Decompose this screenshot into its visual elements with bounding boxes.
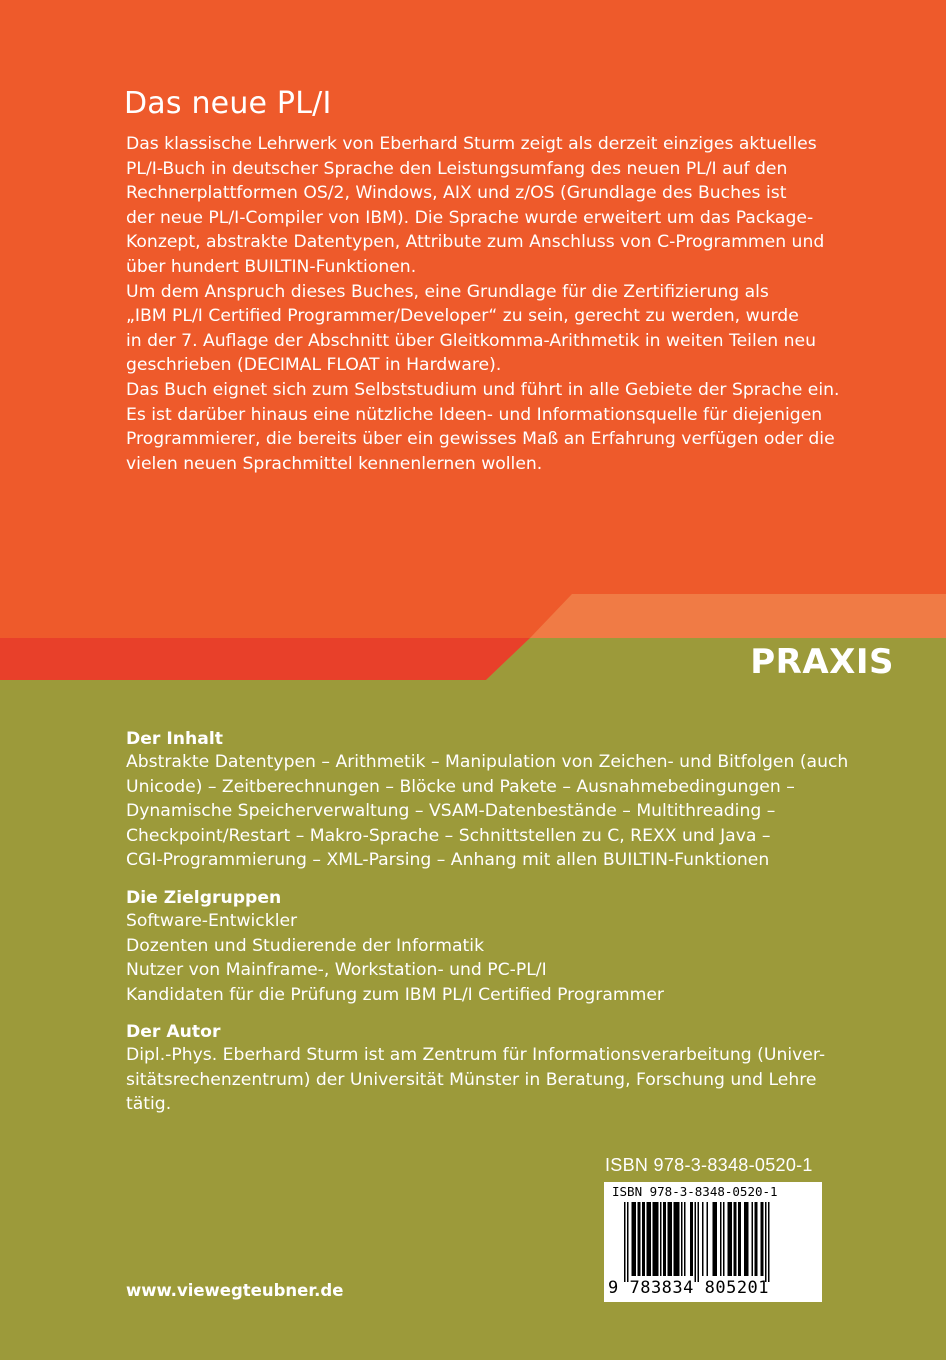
section-body-inhalt — [126, 750, 849, 873]
barcode-bar — [647, 1202, 652, 1276]
section-line: Unicode) – Zeitberechnungen – Blöcke und Pakete – Ausnahmebedingungen – — [126, 776, 795, 797]
band-light-stripe — [530, 594, 946, 638]
barcode-bar — [663, 1202, 666, 1276]
barcode-bar — [642, 1202, 645, 1276]
description-line: Um dem Anspruch dieses Buches, eine Grundlage für die Zertifizierung als — [126, 281, 769, 302]
barcode-bar — [768, 1202, 770, 1282]
description-line: Es ist darüber hinaus eine nützliche Ideen- und Informationsquelle für diejenigen — [126, 404, 823, 425]
barcode-bar — [755, 1202, 758, 1276]
description-line: „IBM PL/I Certified Programmer/Developer“ zu sein, gerecht zu werden, wurde — [126, 306, 799, 327]
section-line: Abstrakte Datentypen – Arithmetik – Manipulation von Zeichen- und Bitfolgen (auch — [126, 752, 849, 772]
section-line: Kandidaten für die Prüfung zum IBM PL/I Certified Programmer — [126, 984, 664, 1005]
barcode-bar — [653, 1202, 659, 1276]
description-line: in der 7. Auflage der Abschnitt über Gleitkomma-Arithmetik in weiten Teilen neu — [126, 330, 817, 351]
section-line: Dynamische Speicherverwaltung – VSAM-Datenbestände – Multithreading – — [126, 801, 776, 822]
isbn-label: ISBN 978-3-8348-0520-1 — [605, 1155, 813, 1175]
section-line: Nutzer von Mainframe-, Workstation- und PC-PL/I — [126, 960, 547, 981]
section-line: sitätsrechenzentrum) der Universität Münster in Beratung, Forschung und Lehre — [126, 1069, 817, 1090]
band-red-stripe — [0, 638, 530, 680]
barcode-bar — [765, 1202, 767, 1282]
barcode-bar — [624, 1202, 626, 1282]
description-line: Das klassische Lehrwerk von Eberhard Sturm zeigt als derzeit einziges aktuelles — [126, 134, 817, 154]
barcode-bar — [752, 1202, 754, 1276]
description-line: der neue PL/I-Compiler von IBM). Die Sprache wurde erweitert um das Package- — [126, 207, 814, 228]
section-line: Software-Entwickler — [126, 911, 298, 931]
section-body-autor — [126, 1043, 846, 1117]
description-line: geschrieben (DECIMAL FLOAT in Hardware). — [126, 355, 502, 376]
barcode-bar — [761, 1202, 764, 1276]
barcode-bar — [723, 1202, 725, 1276]
barcode-bar — [707, 1202, 709, 1276]
barcode-bar — [627, 1202, 629, 1282]
barcode-bar — [695, 1202, 697, 1282]
barcode-bar — [690, 1202, 693, 1276]
description-line: Das Buch eignet sich zum Selbststudium und führt in alle Gebiete der Sprache ein. — [126, 379, 840, 400]
book-title: Das neue PL/I — [124, 86, 332, 121]
description-line: vielen neuen Sprachmittel kennenlernen wollen. — [126, 453, 543, 474]
section-heading-inhalt: Der Inhalt — [126, 729, 223, 749]
description-line: Programmierer, die bereits über ein gewisses Maß an Erfahrung verfügen oder die — [126, 429, 835, 450]
series-label: PRAXIS — [750, 642, 894, 682]
isbn-barcode — [604, 1182, 822, 1302]
barcode-top-text: ISBN 978-3-8348-0520-1 — [612, 1184, 778, 1199]
barcode-bar — [660, 1202, 662, 1276]
description-line: Konzept, abstrakte Datentypen, Attribute zum Anschluss von C-Programmen und — [126, 232, 825, 253]
section-heading-zielgruppen: Die Zielgruppen — [126, 888, 282, 908]
description-line: PL/I-Buch in deutscher Sprache den Leistungsumfang des neuen PL/I auf den — [126, 158, 788, 179]
barcode-bar — [728, 1202, 733, 1276]
section-body-zielgruppen — [126, 909, 846, 1007]
barcode-bar — [681, 1202, 683, 1276]
section-line: CGI-Programmierung – XML-Parsing – Anhang mit allen BUILTIN-Funktionen — [126, 850, 770, 871]
barcode-bar — [738, 1202, 741, 1276]
barcode-bar — [734, 1202, 737, 1276]
barcode-bar — [638, 1202, 641, 1276]
barcode-bar — [698, 1202, 700, 1282]
barcode-bar — [720, 1202, 722, 1276]
barcode-bar — [702, 1202, 704, 1276]
barcode-bar — [713, 1202, 718, 1276]
barcode-bar — [684, 1202, 686, 1276]
publisher-website: www.viewegteubner.de — [126, 1281, 344, 1300]
barcode-bar — [668, 1202, 673, 1276]
book-description — [126, 132, 840, 476]
section-line: Dipl.-Phys. Eberhard Sturm ist am Zentrum für Informationsverarbeitung (Univer- — [126, 1045, 826, 1065]
description-line: Rechnerplattformen OS/2, Windows, AIX und z/OS (Grundlage des Buches ist — [126, 183, 787, 204]
section-line: Checkpoint/Restart – Makro-Sprache – Schnittstellen zu C, REXX und Java – — [126, 825, 771, 846]
section-line: Dozenten und Studierende der Informatik — [126, 935, 485, 956]
section-heading-autor: Der Autor — [126, 1022, 221, 1042]
barcode-bar — [632, 1202, 637, 1276]
barcode-bar — [744, 1202, 749, 1276]
barcode-bar — [674, 1202, 680, 1276]
barcode-digits: 9 783834 805201 — [608, 1278, 770, 1298]
section-line: tätig. — [126, 1094, 172, 1115]
description-line: über hundert BUILTIN-Funktionen. — [126, 256, 417, 277]
